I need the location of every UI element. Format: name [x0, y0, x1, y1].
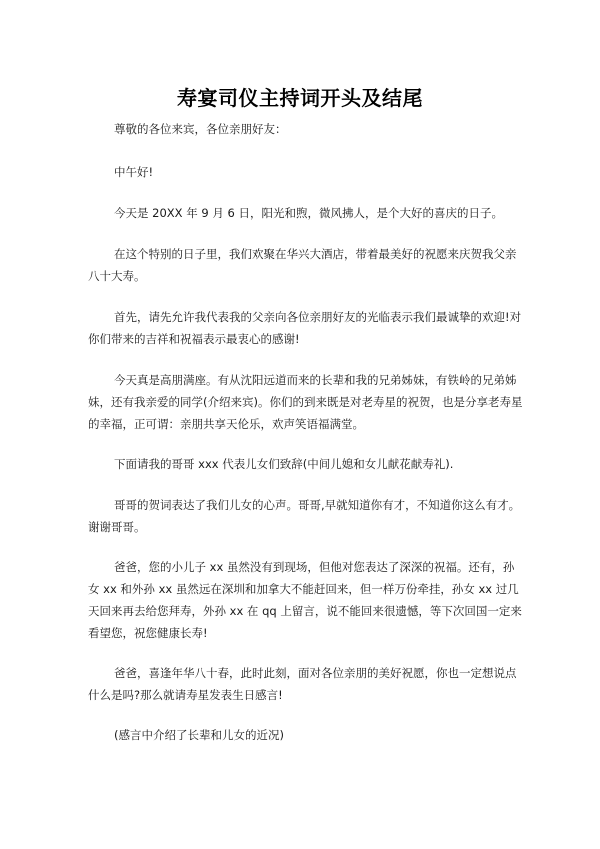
paragraph-occasion: 在这个特别的日子里，我们欢聚在华兴大酒店，带着最美好的祝愿来庆贺我父亲八十大寿。 [88, 247, 517, 283]
paragraph-brother-speech: 下面请我的哥哥 xxx 代表儿女们致辞(中间儿媳和女儿献花献寿礼). [114, 457, 454, 471]
paragraph-welcome: 首先，请先允许我代表我的父亲向各位亲朋好友的光临表示我们最诚挚的欢迎!对你们带来的吉祥和祝福表示最衷心的感谢! [88, 310, 522, 346]
paragraph-invite-speech: 爸爸，喜逢年华八十春，此时此刻，面对各位亲朋的美好祝愿，你也一定想说点什么是吗?那么就请寿星发表生日感言! [88, 666, 517, 702]
paragraph-speech-note: (感言中介绍了长辈和儿女的近况) [114, 728, 284, 742]
paragraph-family-wishes: 爸爸，您的小儿子 xx 虽然没有到现场，但他对您表达了深深的祝福。还有，孙女 xx 和外孙 xx 虽然远在深圳和加拿大不能赶回来，但一样万份牵挂，孙女 xx 过几天回来再去给您拜寿，外孙 xx 在 qq 上留言，说不能回来很遗憾，等下次回国一定来看望您，祝您健康长寿! [88, 560, 522, 640]
paragraph-date: 今天是 20XX 年 9 月 6 日，阳光和煦，微风拂人，是个大好的喜庆的日子。 [114, 206, 503, 220]
paragraph-guests: 今天真是高朋满座。有从沈阳远道而来的长辈和我的兄弟姊妹，有铁岭的兄弟姊妹，还有我亲爱的同学(介绍来宾)。你们的到来既是对老寿星的祝贺，也是分享老寿星的幸福，正可谓：亲朋共享天伦乐，欢声笑语福满堂。 [88, 373, 523, 431]
paragraph-good-noon: 中午好! [114, 165, 154, 179]
paragraph-greeting: 尊敬的各位来宾，各位亲朋好友： [114, 122, 287, 136]
paragraph-thanks-brother: 哥哥的贺词表达了我们儿女的心声。哥哥,早就知道你有才，不知道你这么有才。谢谢哥哥。 [88, 498, 521, 534]
document-title: 寿宴司仪主持词开头及结尾 [177, 86, 423, 110]
